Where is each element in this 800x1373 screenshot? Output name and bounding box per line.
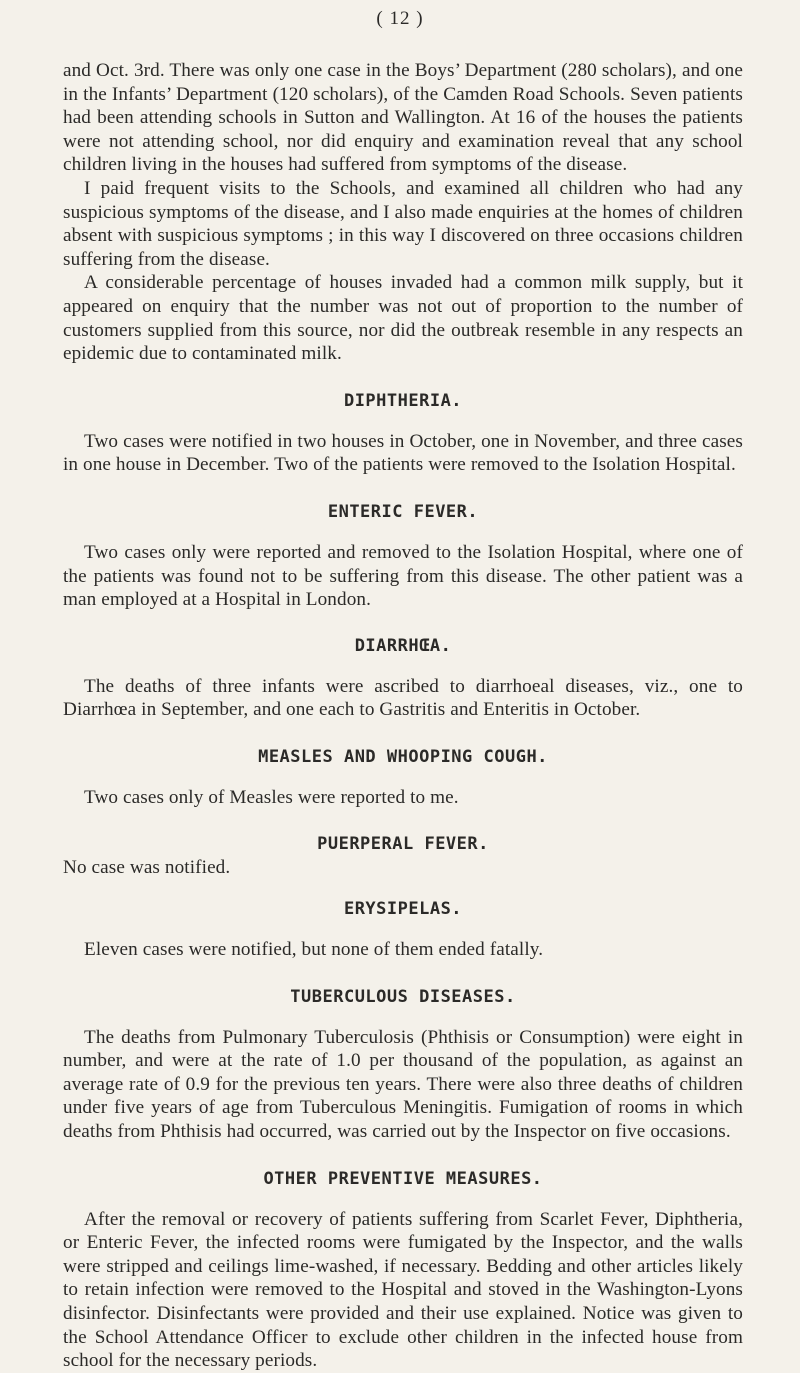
paragraph-tuberculous-diseases: The deaths from Pulmonary Tuberculosis (Phthisis or Consumption) were eight in number, and were at the rate of 1.0 per thousand of the population, as against an average rate of 0.9 for the previous ten years. There were also three deaths of children under five years of age from Tuberculous Meningitis. Fumigation of rooms in which deaths from Phthisis had occurred, was carried out by the Inspector on five occasions. — [63, 1026, 743, 1143]
heading-diarrhoea: DIARRHŒA. — [354, 635, 452, 656]
intro-paragraph-1: and Oct. 3rd. There was only one case in the Boys’ Department (280 scholars), and one in the Infants’ Department (120 scholars), of the Camden Road Schools. Seven patients had been attending schools in Sutton and Wallington. At 16 of the houses the patients were not attending school, nor did enquiry and examination reveal that any school children living in the houses had suffered from symptoms of the disease. — [63, 60, 743, 176]
paragraph-measles: Two cases only of Measles were reported to me. — [84, 786, 459, 808]
heading-other-preventive-measures: OTHER PREVENTIVE MEASURES. — [263, 1168, 543, 1189]
paragraph-puerperal-fever: No case was notified. — [63, 857, 231, 879]
paragraph-enteric-fever: Two cases only were reported and removed to the Isolation Hospital, where one of the patients was found not to be suffering from this disease. The other patient was a man employed at a Hospital in London. — [63, 541, 743, 611]
heading-diphtheria: DIPHTHERIA. — [343, 390, 463, 411]
heading-puerperal-fever: PUERPERAL FEVER. — [317, 834, 489, 855]
paragraph-other-preventive-measures: After the removal or recovery of patients suffering from Scarlet Fever, Diphtheria, or Enteric Fever, the infected rooms were fumigated by the Inspector, and the walls were stripped and ceilings lime-washed, if necessary. Bedding and other articles likely to retain infection were removed to the Hospital and stoved in the Washington-Lyons disinfector. Disinfectants were provided and their use explained. Notice was given to the School Attendance Officer to exclude other children in the infected house from school for the necessary periods. — [63, 1208, 743, 1372]
paragraph-diarrhoea: The deaths of three infants were ascribed to diarrhoeal diseases, viz., one to Diarrhœa in September, and one each to Gastritis and Enteritis in October. — [63, 675, 743, 721]
page-number: ( 12 ) — [376, 8, 424, 29]
heading-tuberculous-diseases: TUBERCULOUS DISEASES. — [290, 986, 516, 1007]
heading-enteric-fever: ENTERIC FEVER. — [327, 501, 479, 522]
paragraph-erysipelas: Eleven cases were notified, but none of them ended fatally. — [84, 939, 544, 961]
heading-erysipelas: ERYSIPELAS. — [343, 899, 463, 920]
intro-paragraph-3: A considerable percentage of houses invaded had a common milk supply, but it appeared on enquiry that the number was not out of proportion to the number of customers supplied from this source, nor did the outbreak resemble in any respects an epidemic due to contaminated milk. — [63, 272, 743, 365]
body-text — [63, 59, 743, 1373]
heading-measles-whooping-cough: MEASLES AND WHOOPING COUGH. — [258, 746, 548, 767]
intro-paragraph-2: I paid frequent visits to the Schools, and examined all children who had any suspicious symptoms of the disease, and I also made enquiries at the homes of children absent with suspicious symptoms ; in this way I discovered on three occasions children suffering from the disease. — [63, 177, 743, 270]
paragraph-diphtheria: Two cases were notified in two houses in October, one in November, and three cases in one house in December. Two of the patients were removed to the Isolation Hospital. — [63, 430, 743, 476]
